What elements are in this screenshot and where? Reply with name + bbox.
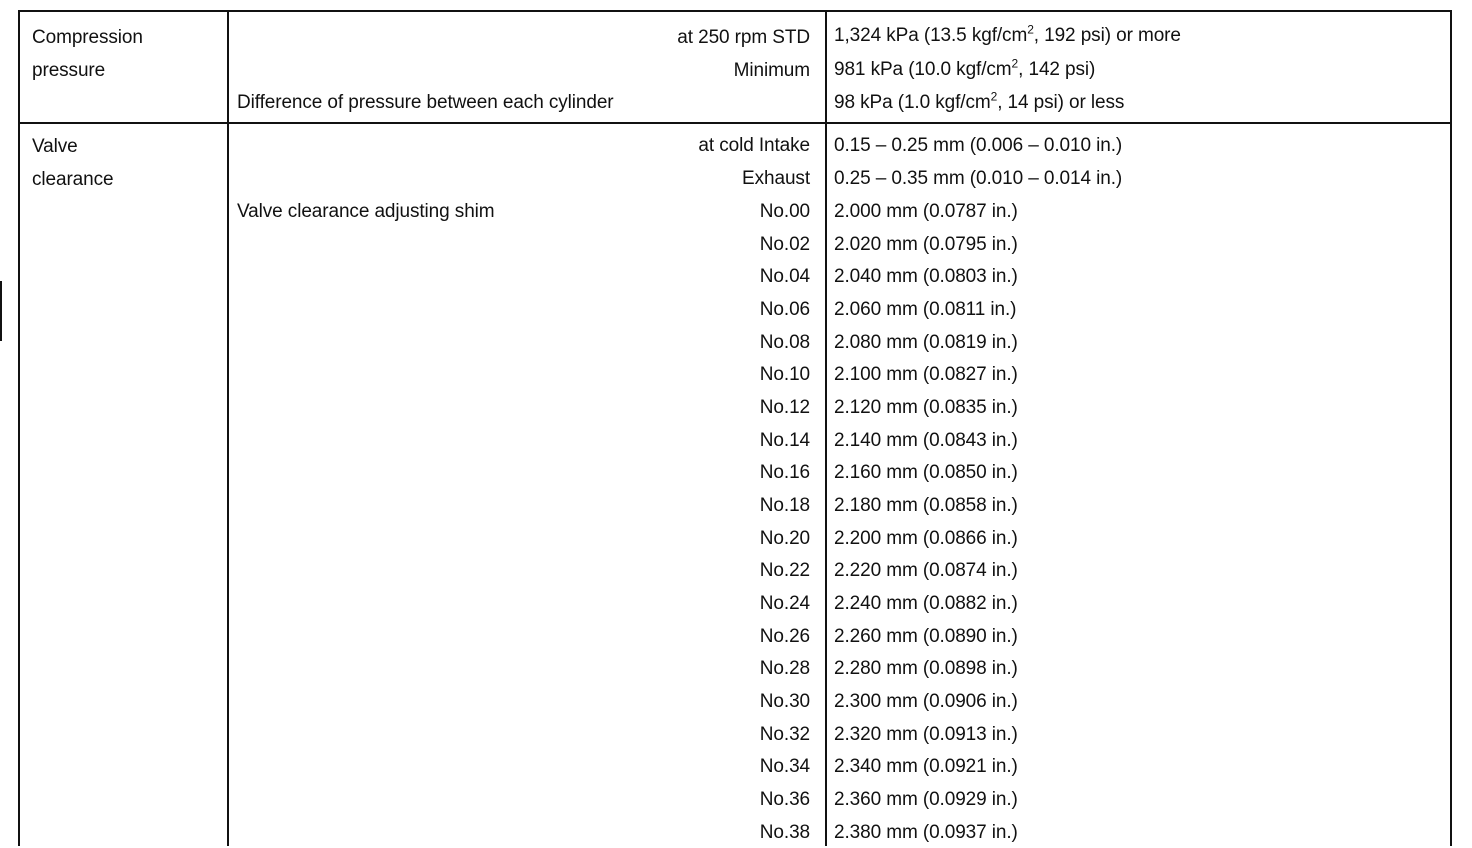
shim-thickness-value: 2.080 mm (0.0819 in.) (834, 331, 1018, 353)
shim-thickness-value: 2.140 mm (0.0843 in.) (834, 429, 1018, 451)
compression-std-condition: at 250 rpm STD (677, 27, 810, 48)
shim-thickness-value: 2.340 mm (0.0921 in.) (834, 756, 1018, 778)
valve-label-line2: clearance (32, 169, 114, 190)
shim-number: No.14 (759, 429, 810, 451)
shim-number: No.30 (759, 691, 810, 713)
valve-intake-condition: at cold Intake (698, 135, 810, 156)
shim-number: No.12 (759, 397, 810, 419)
shim-number: No.28 (759, 658, 810, 680)
shim-thickness-value: 2.020 mm (0.0795 in.) (834, 233, 1018, 255)
shim-number: No.36 (759, 789, 810, 811)
shim-number: No.38 (759, 821, 810, 843)
shim-thickness-value: 2.000 mm (0.0787 in.) (834, 201, 1018, 222)
shim-thickness-value: 2.100 mm (0.0827 in.) (834, 364, 1018, 386)
shim-thickness-value: 2.240 mm (0.0882 in.) (834, 593, 1018, 615)
valve-intake-value: 0.15 – 0.25 mm (0.006 – 0.010 in.) (834, 135, 1123, 156)
compression-label-line2: pressure (32, 60, 106, 81)
shim-number: No.10 (759, 364, 810, 386)
shim-thickness-value: 2.060 mm (0.0811 in.) (834, 299, 1017, 320)
shim-number: No.06 (759, 299, 810, 320)
shim-number: No.22 (759, 560, 810, 582)
compression-diff-value: 98 kPa (1.0 kgf/$cm^2$, 14 psi) or less (834, 89, 1125, 113)
shim-thickness-value: 2.280 mm (0.0898 in.) (834, 658, 1018, 680)
shim-number: No.18 (759, 495, 810, 517)
shim-number: No.16 (759, 462, 810, 484)
shim-thickness-value: 2.300 mm (0.0906 in.) (834, 691, 1018, 713)
compression-min-value: 981 kPa (10.0 kgf/$cm^2$, 142 psi) (834, 56, 1096, 80)
shim-thickness-value: 2.220 mm (0.0874 in.) (834, 560, 1018, 582)
shim-number: No.00 (759, 201, 810, 222)
margin-change-bar (0, 281, 2, 341)
shim-thickness-value: 2.160 mm (0.0850 in.) (834, 462, 1018, 484)
shim-number: No.20 (759, 527, 810, 549)
valve-exhaust-label: Exhaust (742, 168, 810, 189)
compression-minimum-label: Minimum (733, 60, 810, 81)
shim-thickness-value: 2.260 mm (0.0890 in.) (834, 625, 1018, 647)
shim-number: No.26 (759, 625, 810, 647)
shim-number: No.24 (759, 593, 810, 615)
shim-number: No.32 (759, 723, 810, 745)
shim-number: No.04 (759, 266, 810, 288)
shim-thickness-value: 2.360 mm (0.0929 in.) (834, 789, 1018, 811)
shim-number: No.08 (759, 331, 810, 353)
shim-number: No.34 (759, 756, 810, 778)
shim-thickness-value: 2.380 mm (0.0937 in.) (834, 821, 1018, 843)
valve-label-line1: Valve (32, 136, 78, 157)
compression-difference-label: Difference of pressure between each cylinder (237, 92, 614, 113)
shim-label: Valve clearance adjusting shim (237, 201, 495, 222)
compression-std-value: 1,324 kPa (13.5 kgf/$cm^2$, 192 psi) or more (834, 22, 1181, 46)
valve-exhaust-value: 0.25 – 0.35 mm (0.010 – 0.014 in.) (834, 168, 1123, 189)
spec-table (18, 10, 1452, 846)
shim-thickness-value: 2.200 mm (0.0866 in.) (834, 527, 1018, 549)
shim-number: No.02 (759, 233, 810, 255)
column-divider-2 (825, 12, 827, 846)
shim-thickness-value: 2.180 mm (0.0858 in.) (834, 495, 1018, 517)
shim-thickness-value: 2.320 mm (0.0913 in.) (834, 723, 1018, 745)
column-divider-1 (227, 12, 229, 846)
section-divider (20, 122, 1450, 124)
compression-label-line1: Compression (32, 27, 143, 48)
shim-thickness-value: 2.120 mm (0.0835 in.) (834, 397, 1018, 419)
shim-thickness-value: 2.040 mm (0.0803 in.) (834, 266, 1018, 288)
